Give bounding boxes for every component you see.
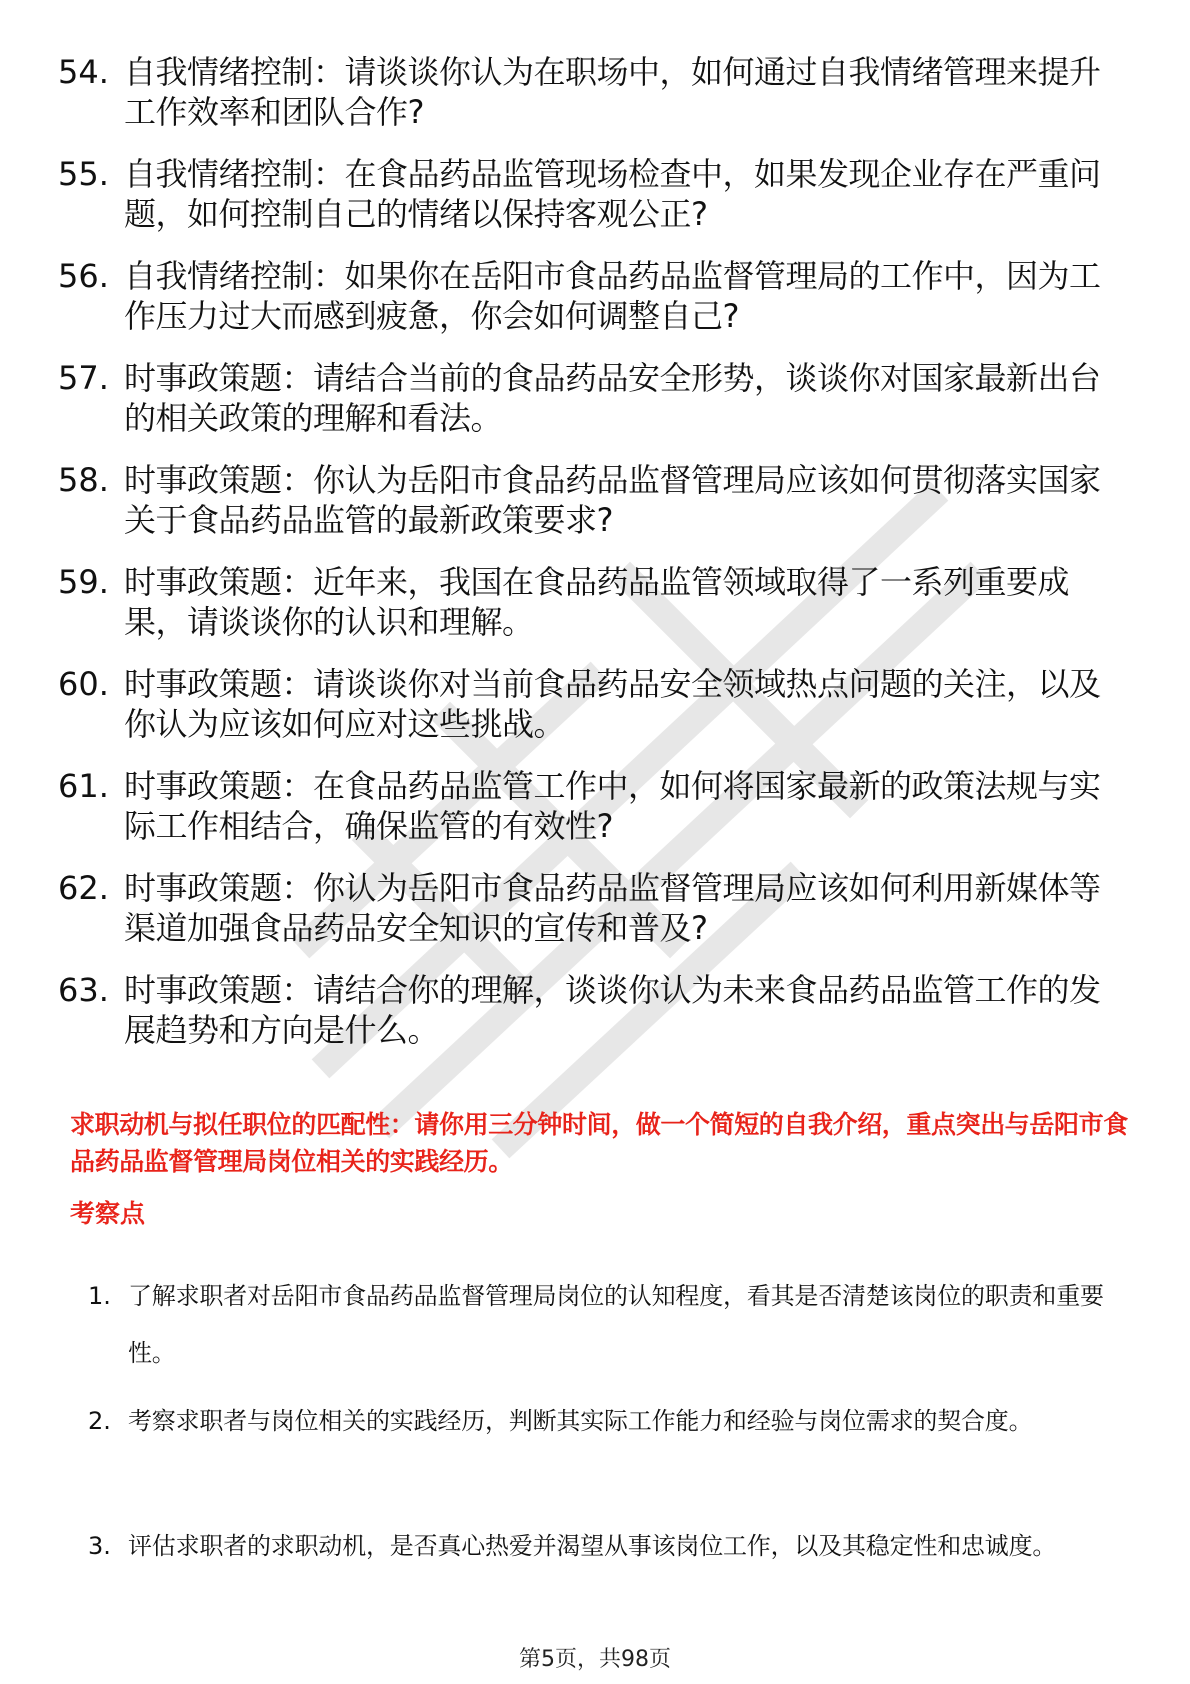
question-number: 56. <box>58 257 109 295</box>
question-text: 自我情绪控制：请谈谈你认为在职场中，如何通过自我情绪管理来提升工作效率和团队合作? <box>124 53 1101 131</box>
question-text: 自我情绪控制：在食品药品监管现场检查中，如果发现企业存在严重问题，如何控制自己的情绪以保持客观公正? <box>124 155 1101 233</box>
evaluation-point <box>88 1518 1132 1643</box>
question-number: 57. <box>58 359 109 397</box>
question-item <box>58 970 1128 1072</box>
question-item <box>58 358 1128 460</box>
point-number: 3. <box>88 1532 111 1560</box>
page-footer: 第5页，共98页 <box>519 1647 671 1672</box>
point-number: 2. <box>88 1407 111 1435</box>
evaluation-point-list <box>88 1268 1132 1643</box>
point-text: 了解求职者对岳阳市食品药品监督管理局岗位的认知程度，看其是否清楚该岗位的职责和重要性。 <box>128 1282 1104 1367</box>
question-item <box>58 52 1128 154</box>
question-text: 时事政策题：在食品药品监管工作中，如何将国家最新的政策法规与实际工作相结合，确保监管的有效性? <box>124 767 1101 845</box>
question-text: 时事政策题：你认为岳阳市食品药品监督管理局应该如何利用新媒体等渠道加强食品药品安全知识的宣传和普及? <box>124 869 1101 947</box>
question-item <box>58 256 1128 358</box>
evaluation-point <box>88 1393 1132 1518</box>
question-item <box>58 562 1128 664</box>
highlighted-question: 求职动机与拟任职位的匹配性：请你用三分钟时间，做一个简短的自我介绍，重点突出与岳阳市食品药品监督管理局岗位相关的实践经历。 <box>70 1110 1128 1176</box>
point-text: 评估求职者的求职动机，是否真心热爱并渴望从事该岗位工作，以及其稳定性和忠诚度。 <box>128 1532 1057 1560</box>
question-list <box>58 52 1128 1072</box>
question-number: 62. <box>58 869 109 907</box>
question-item <box>58 154 1128 256</box>
question-item <box>58 664 1128 766</box>
question-number: 60. <box>58 665 109 703</box>
question-item <box>58 766 1128 868</box>
evaluation-point <box>88 1268 1132 1393</box>
question-item <box>58 868 1128 970</box>
question-number: 55. <box>58 155 109 193</box>
question-text: 时事政策题：请结合你的理解，谈谈你认为未来食品药品监管工作的发展趋势和方向是什么。 <box>124 971 1101 1049</box>
question-text: 时事政策题：请谈谈你对当前食品药品安全领域热点问题的关注，以及你认为应该如何应对这些挑战。 <box>124 665 1101 743</box>
question-text: 自我情绪控制：如果你在岳阳市食品药品监督管理局的工作中，因为工作压力过大而感到疲惫，你会如何调整自己? <box>124 257 1101 335</box>
question-item <box>58 460 1128 562</box>
question-number: 54. <box>58 53 109 91</box>
question-number: 59. <box>58 563 109 601</box>
question-text: 时事政策题：你认为岳阳市食品药品监督管理局应该如何贯彻落实国家关于食品药品监管的最新政策要求? <box>124 461 1101 539</box>
question-number: 63. <box>58 971 109 1009</box>
question-text: 时事政策题：近年来，我国在食品药品监管领域取得了一系列重要成果，请谈谈你的认识和理解。 <box>124 563 1070 641</box>
point-text: 考察求职者与岗位相关的实践经历，判断其实际工作能力和经验与岗位需求的契合度。 <box>128 1407 1033 1435</box>
question-number: 61. <box>58 767 109 805</box>
point-number: 1. <box>88 1282 111 1310</box>
question-number: 58. <box>58 461 109 499</box>
question-text: 时事政策题：请结合当前的食品药品安全形势，谈谈你对国家最新出台的相关政策的理解和看法。 <box>124 359 1101 437</box>
section-heading: 考察点 <box>70 1199 146 1228</box>
